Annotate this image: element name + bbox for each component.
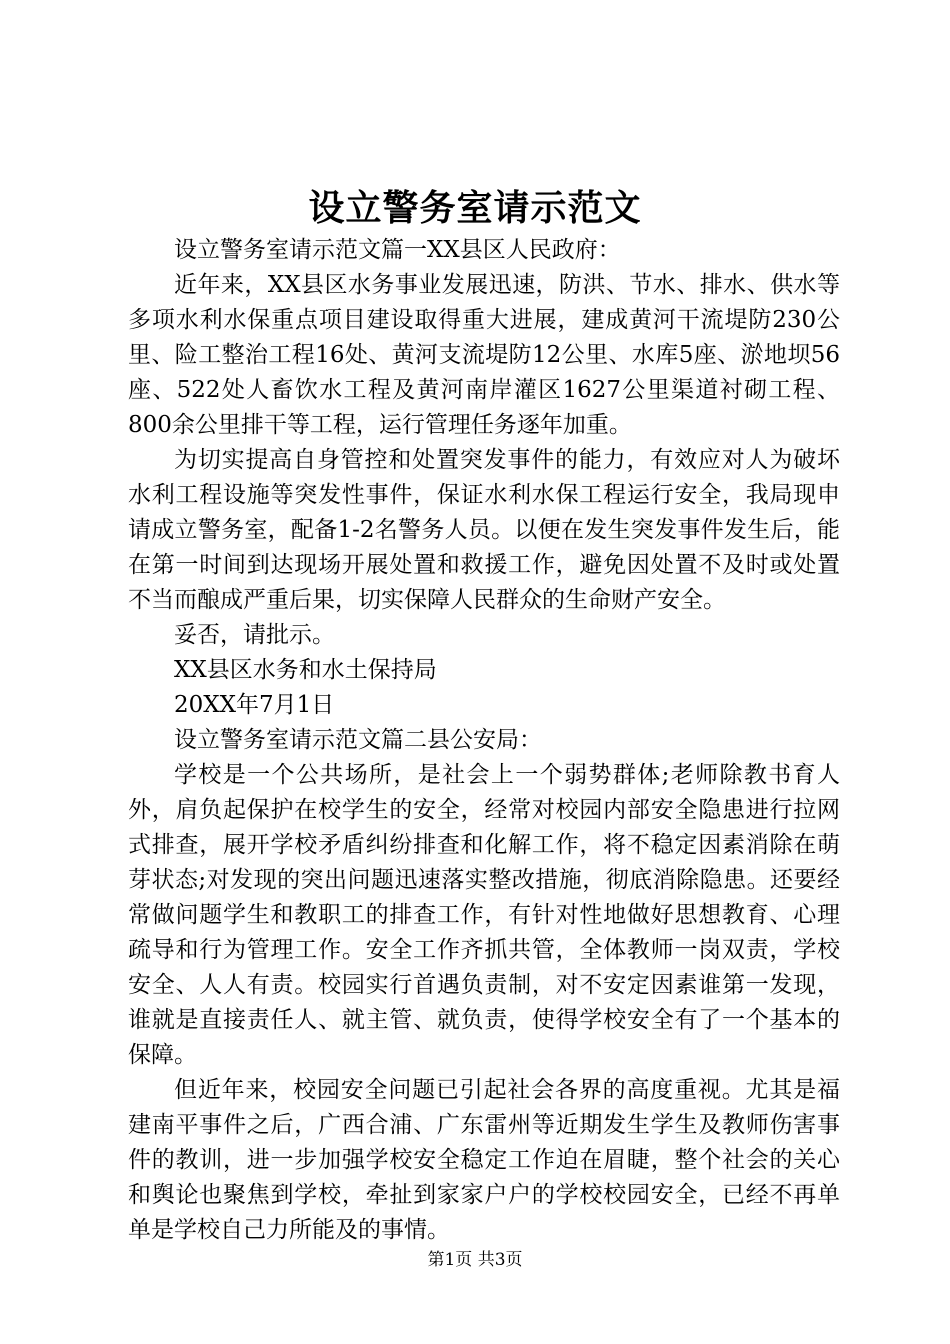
paragraph-school-safety: 学校是一个公共场所，是社会上一个弱势群体;老师除教书育人外，肩负起保护在校学生的安全，经常对校园内部安全隐患进行拉网式排查，展开学校矛盾纠纷排查和化解工作，将不稳定因素消除在萌芽状态;对发现的突出问题迅速落实整改措施，彻底消除隐患。还要经常做问题学生和教职工的排查工作，有针对性地做好思想教育、心理疏导和行为管理工作。安全工作齐抓共管，全体教师一岗双责，学校安全、人人有责。校园实行首遇负责制，对不安定因素谁第一发现，谁就是直接责任人、就主管、就负责，使得学校安全有了一个基本的保障。: [128, 762, 840, 1068]
paragraph-recent-issues: 但近年来，校园安全问题已引起社会各界的高度重视。尤其是福建南平事件之后，广西合浦、广东雷州等近期发生学生及教师伤害事件的教训，进一步加强学校安全稳定工作迫在眉睫，整个社会的关心和舆论也聚焦到学校，牵扯到家家户户的学校校园安全，已经不再单单是学校自己力所能及的事情。: [128, 1077, 840, 1243]
paragraph-date: 20XX年7月1日: [174, 692, 335, 718]
paragraph-background: 近年来，XX县区水务事业发展迅速，防洪、节水、排水、供水等多项水利水保重点项目建设取得重大进展，建成黄河干流堤防230公里、险工整治工程16处、黄河支流堤防12公里、水库5座、淤地坝56座、522处人畜饮水工程及黄河南岸灌区1627公里渠道衬砌工程、800余公里排干等工程，运行管理任务逐年加重。: [128, 272, 840, 438]
paragraph-salutation-1: 设立警务室请示范文篇一XX县区人民政府：: [174, 237, 621, 263]
paragraph-request: 为切实提高自身管控和处置突发事件的能力，有效应对人为破坏水利工程设施等突发性事件，保证水利水保工程运行安全，我局现申请成立警务室，配备1-2名警务人员。以便在发生突发事件发生后，能在第一时间到达现场开展处置和救援工作，避免因处置不及时或处置不当而酿成严重后果，切实保障人民群众的生命财产安全。: [128, 447, 840, 613]
document-title: 设立警务室请示范文: [308, 187, 642, 229]
paragraph-signature: XX县区水务和水土保持局: [174, 657, 437, 683]
paragraph-closing: 妥否，请批示。: [174, 622, 335, 648]
page-number: 第1页 共3页: [427, 1250, 523, 1270]
paragraph-salutation-2: 设立警务室请示范文篇二县公安局：: [174, 727, 542, 753]
document-body: [128, 233, 840, 1248]
